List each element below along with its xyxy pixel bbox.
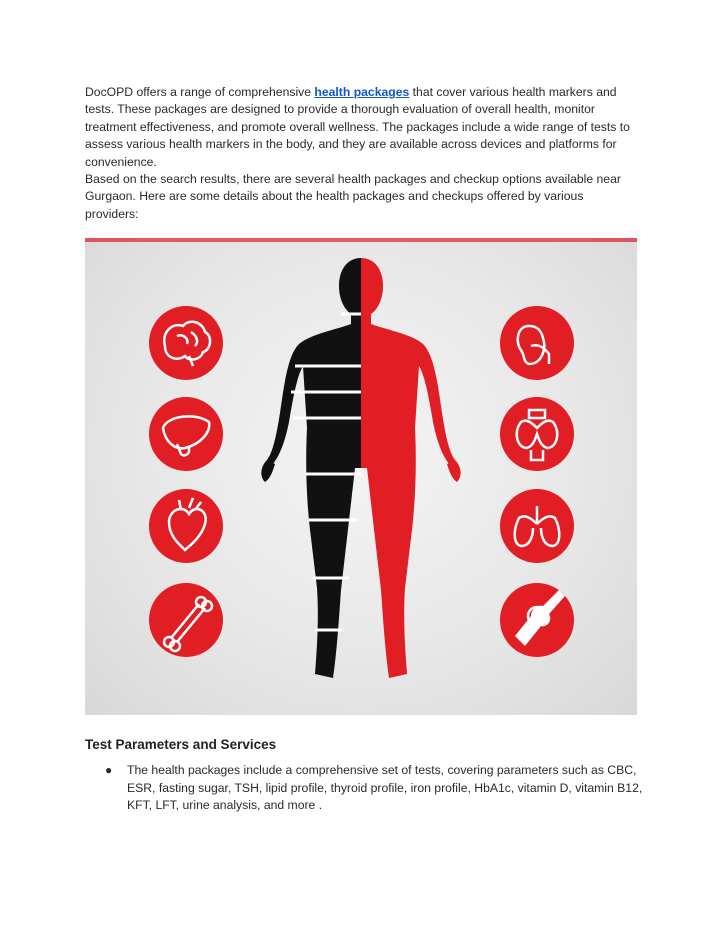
section-heading: Test Parameters and Services [85,737,277,752]
right-icon-column [500,306,574,657]
list-item-text: The health packages include a comprehensive set of tests, covering parameters such as CBC, ESR, fasting sugar, TSH, lipid profile, thyroid profile, iron profile, HbA1c, vitamin D, vitamin B12, KFT, LFT, urine analysis, and more . [127,763,643,813]
intro-text-before: DocOPD offers a range of comprehensive [85,85,315,99]
intro-text-after: that cover various health markers and tests. These packages are designed to provide a thorough evaluation of overall health, monitor treatment effectiveness, and promote overall wellness. The packages include a wide range of tests to assess various health markers in the body, and they are available across devices and platforms for convenience. [85,85,630,169]
body-red-half [361,258,461,678]
bullet-list [85,762,645,815]
body-dark-half [261,258,361,678]
search-results-paragraph: Based on the search results, there are several health packages and checkup options available near Gurgaon. Here are some details about the health packages and checkups offered by various providers: [85,172,621,221]
health-body-illustration [85,238,637,715]
intro-paragraph [85,84,635,171]
health-packages-link[interactable]: health packages [314,85,410,99]
left-icon-column [149,306,223,657]
list-item [85,762,645,815]
bullet-icon: ● [105,763,113,777]
